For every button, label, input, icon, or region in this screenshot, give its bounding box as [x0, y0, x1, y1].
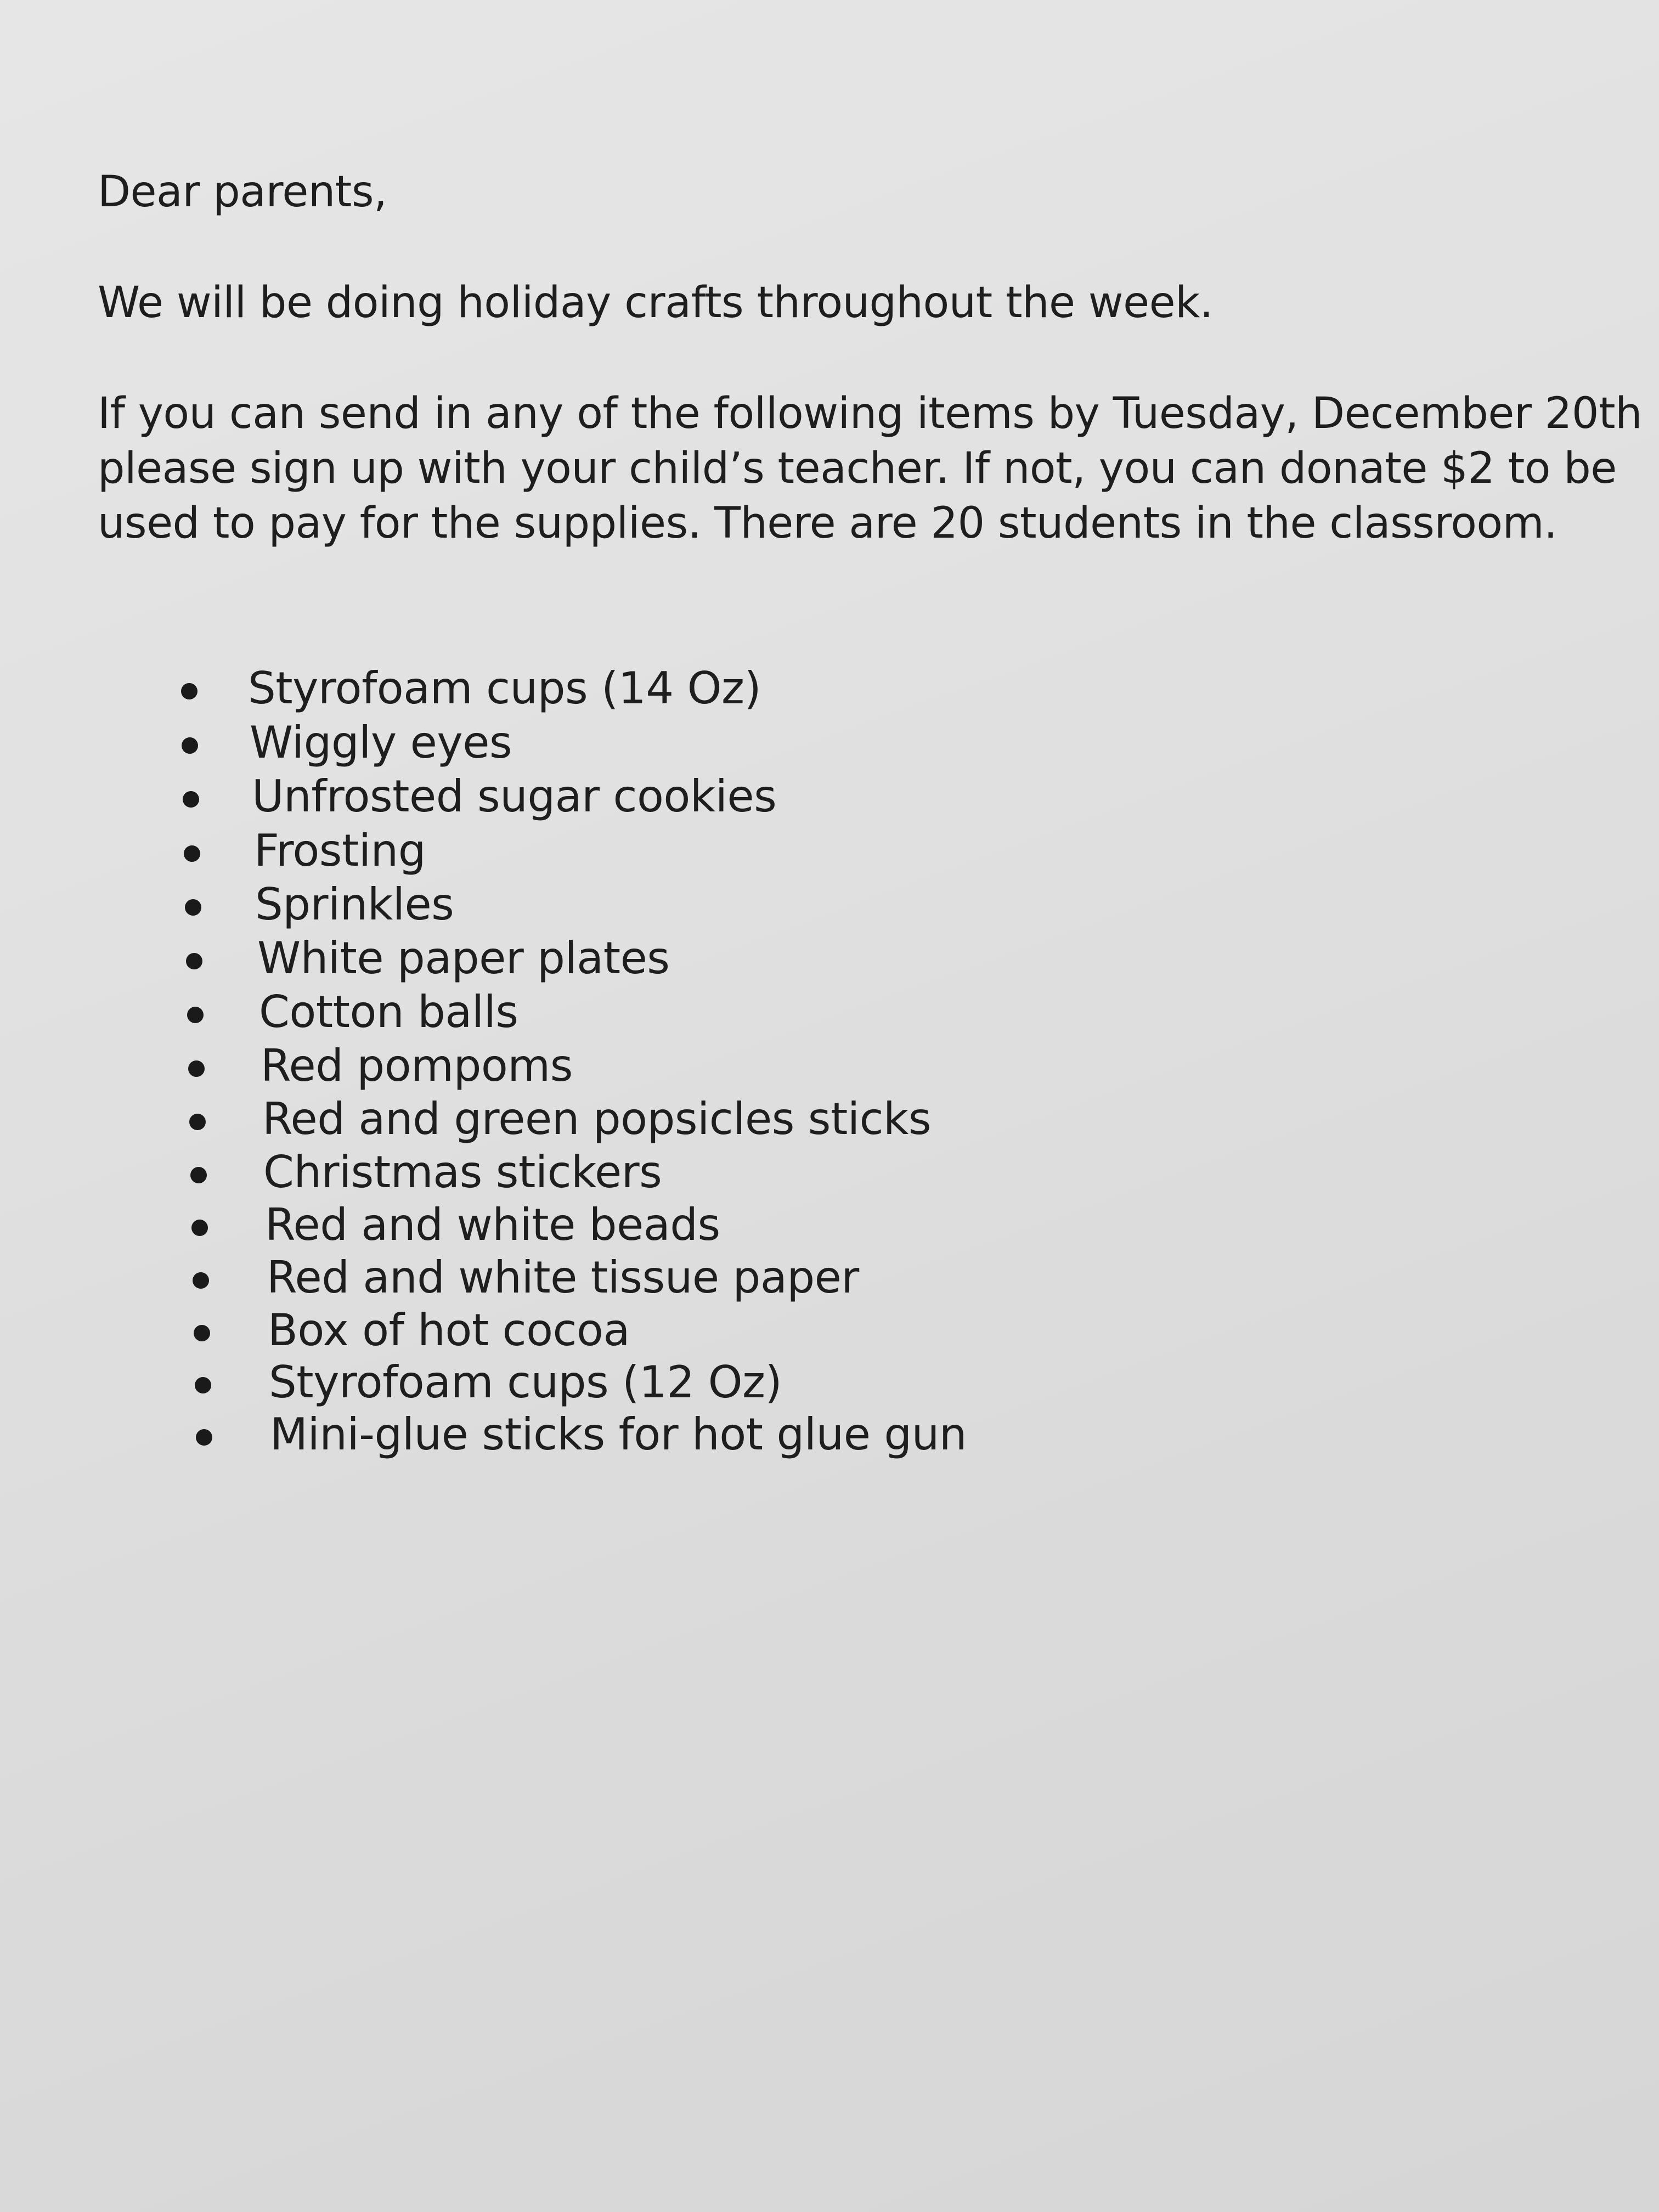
bullet-icon — [196, 1429, 212, 1446]
list-item-text: Styrofoam cups (12 Oz) — [269, 1357, 782, 1408]
list-item-text: Cotton balls — [259, 986, 518, 1037]
list-item-text: Unfrosted sugar cookies — [252, 771, 777, 822]
list-item-text: Box of hot cocoa — [268, 1305, 630, 1356]
bullet-icon — [189, 1114, 206, 1130]
bullet-icon — [185, 899, 201, 916]
list-item-text: Wiggly eyes — [250, 717, 512, 768]
list-item-text: Mini-glue sticks for hot glue gun — [270, 1409, 967, 1460]
request-line: If you can send in any of the following items by Tuesday, December 20th — [98, 389, 1643, 438]
bullet-icon — [188, 1060, 205, 1077]
bullet-icon — [191, 1220, 208, 1236]
list-item-text: Christmas stickers — [263, 1147, 662, 1198]
bullet-icon — [187, 1007, 204, 1023]
list-item-text: White paper plates — [257, 933, 670, 984]
bullet-icon — [183, 791, 199, 808]
list-item-text: Red pompoms — [261, 1040, 573, 1091]
list-item-text: Frosting — [254, 825, 426, 876]
bullet-icon — [193, 1272, 209, 1289]
list-item-text: Red and white tissue paper — [267, 1252, 859, 1303]
bullet-icon — [181, 683, 198, 699]
list-item-text: Sprinkles — [255, 879, 454, 930]
bullet-icon — [182, 737, 198, 754]
bullet-icon — [186, 953, 202, 969]
list-item-text: Red and green popsicles sticks — [262, 1093, 932, 1144]
intro-paragraph: We will be doing holiday crafts throughout the week. — [98, 278, 1214, 328]
request-line: please sign up with your child’s teacher. If not, you can donate $2 to be — [98, 444, 1617, 493]
bullet-icon — [190, 1167, 207, 1183]
list-item-text: Styrofoam cups (14 Oz) — [248, 663, 761, 714]
bullet-icon — [195, 1377, 211, 1393]
bullet-icon — [194, 1325, 210, 1341]
bullet-icon — [184, 845, 200, 862]
request-line: used to pay for the supplies. There are 20 students in the classroom. — [98, 499, 1558, 548]
list-item-text: Red and white beads — [265, 1199, 720, 1250]
salutation: Dear parents, — [98, 167, 387, 217]
